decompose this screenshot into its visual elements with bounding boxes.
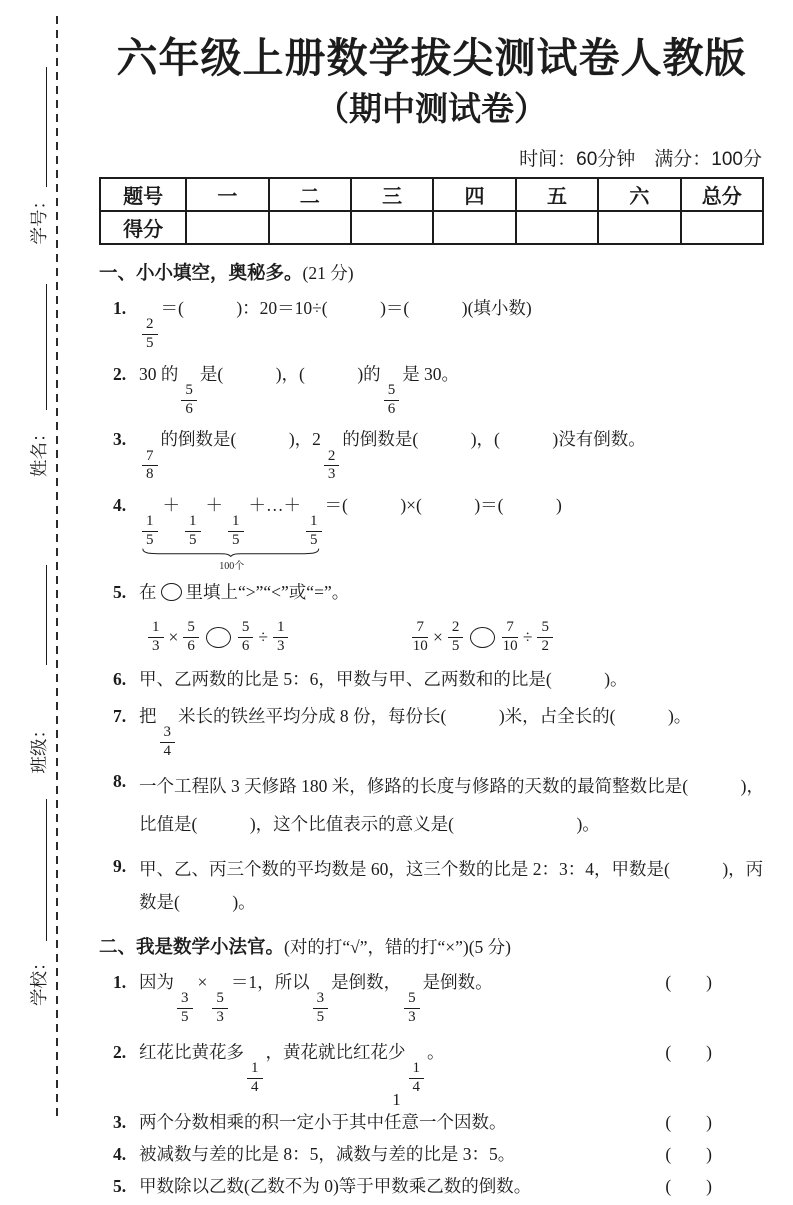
question-number: 2.	[113, 363, 127, 384]
fraction-denominator: 5	[310, 532, 318, 549]
fraction-denominator: 10	[412, 637, 428, 654]
fraction	[228, 514, 244, 549]
question-text: 被减数与差的比是 8：5，减数与差的比是 3：5。	[139, 1143, 516, 1164]
underbrace	[141, 548, 321, 557]
fraction	[212, 991, 228, 1026]
question-text: 甲数除以乙数(乙数不为 0)等于甲数乘乙数的倒数。	[139, 1175, 532, 1196]
score-table	[99, 177, 764, 245]
paper-body	[99, 26, 764, 1205]
fraction-numerator: 5	[238, 620, 254, 638]
answer-parentheses: ( )	[665, 1143, 712, 1164]
time-score-info: 时间：60分钟 满分：100分	[519, 148, 762, 170]
question-segment: 30 的	[139, 363, 179, 384]
underbrace-count-label: 100个	[219, 560, 245, 572]
question-s1-4	[99, 492, 764, 572]
plus-operator: ＋	[162, 495, 180, 516]
question-number: 4.	[113, 495, 127, 516]
question-number: 1.	[113, 972, 127, 993]
fraction	[384, 383, 400, 418]
fraction-denominator: 3	[152, 637, 160, 654]
question-s2-4	[99, 1141, 764, 1168]
compare-expression-left	[145, 620, 291, 655]
fraction-denominator: 6	[185, 400, 193, 417]
fraction-numerator: 1	[228, 514, 244, 532]
fraction-numerator: 7	[142, 449, 158, 467]
question-text	[139, 426, 764, 483]
score-empty-cell	[433, 211, 515, 244]
question-number: 5.	[113, 1175, 127, 1196]
fraction	[412, 620, 428, 655]
fraction-denominator: 4	[163, 742, 171, 759]
question-segment: 把	[139, 705, 157, 726]
question-text: 甲、乙、丙三个数的平均数是 60，这三个数的比是 2：3：4，甲数是( )，丙数是( )。	[139, 858, 764, 912]
question-text	[139, 703, 764, 760]
compare-circle-blank	[470, 627, 495, 648]
multiply-operator: ×	[197, 972, 208, 993]
fraction-numerator: 3	[177, 991, 193, 1009]
question-s1-1	[99, 295, 764, 352]
score-table-cell-total: 总分	[681, 178, 763, 211]
fraction-sum-with-underbrace	[139, 492, 325, 572]
section1-heading	[99, 259, 764, 285]
score-empty-cell	[186, 211, 268, 244]
question-segment: 的倒数是( )，2	[160, 429, 321, 450]
score-table-cell-2: 二	[269, 178, 351, 211]
fraction-numerator: 1	[142, 514, 158, 532]
question-segment: 红花比黄花多	[139, 1041, 244, 1062]
question-segment: 在	[139, 581, 157, 602]
fraction-denominator: 4	[251, 1078, 259, 1095]
fraction-numerator: 2	[142, 317, 158, 335]
question-text	[139, 361, 764, 418]
fraction-numerator: 5	[537, 620, 553, 638]
fraction-numerator: 1	[185, 514, 201, 532]
question-text	[139, 969, 655, 1026]
answer-parentheses: ( )	[665, 1175, 712, 1196]
fraction-denominator: 3	[327, 466, 336, 483]
score-empty-cell	[598, 211, 680, 244]
score-table-cell-3: 三	[351, 178, 433, 211]
question-s1-2	[99, 361, 764, 418]
fraction-denominator: 3	[408, 1009, 416, 1026]
fraction	[313, 991, 329, 1026]
question-number: 4.	[113, 1143, 127, 1164]
plus-operator: ＋	[205, 495, 223, 516]
fraction-numerator: 1	[306, 514, 322, 532]
question-number: 3.	[113, 429, 127, 450]
school-blank-line	[31, 800, 47, 942]
score-empty-cell	[351, 211, 433, 244]
fraction-numerator: 3	[313, 991, 329, 1009]
score-table-cell-6: 六	[598, 178, 680, 211]
class-label: 班级：	[29, 721, 49, 774]
question-number: 2.	[113, 1041, 127, 1062]
question-text: 两个分数相乘的积一定小于其中任意一个因数。	[139, 1111, 507, 1132]
question-segment: 因为	[139, 972, 174, 993]
fraction	[306, 514, 322, 549]
question-text: 一个工程队 3 天修路 180 米，修路的长度与修路的天数的最简整数比是( )，比值是( )，这个比值表示的意义是( )。	[139, 776, 764, 834]
question-s1-6	[99, 666, 764, 693]
divide-operator: ÷	[522, 626, 533, 647]
multiply-operator: ×	[168, 626, 179, 647]
question-s1-5-expressions	[99, 620, 764, 655]
question-s2-1	[99, 969, 764, 1026]
fraction	[142, 449, 158, 484]
fraction-numerator: 1	[409, 1061, 425, 1079]
fraction-denominator: 5	[146, 334, 154, 351]
name-label: 姓名：	[29, 424, 49, 477]
fraction-denominator: 5	[146, 532, 154, 549]
score-empty-cell	[269, 211, 351, 244]
section1-heading-main: 一、小小填空，奥秘多。	[99, 261, 303, 283]
fraction	[142, 317, 158, 352]
score-table-score-row	[100, 211, 763, 244]
fraction-denominator: 10	[502, 637, 518, 654]
question-text	[139, 492, 764, 572]
fraction-numerator: 1	[148, 620, 164, 638]
question-text	[139, 579, 764, 606]
question-segment: ＝1，所以	[230, 972, 310, 993]
compare-expression-right	[409, 620, 555, 655]
question-text	[139, 295, 764, 352]
score-table-cell-4: 四	[433, 178, 515, 211]
paper-title: 六年级上册数学拔尖测试卷人教版	[116, 35, 747, 81]
cut-dashed-line	[56, 16, 58, 1116]
page-number: 1	[392, 1090, 401, 1109]
fraction-denominator: 6	[187, 637, 195, 654]
score-table-cell-5: 五	[516, 178, 598, 211]
question-s2-2	[99, 1039, 764, 1096]
score-empty-cell	[681, 211, 763, 244]
fraction-denominator: 4	[412, 1078, 420, 1095]
section1-heading-points: (21 分)	[302, 262, 354, 283]
question-number: 6.	[113, 669, 127, 690]
student-id-label: 学号：	[29, 192, 49, 245]
score-table-header-row	[100, 178, 763, 211]
question-text	[139, 1039, 655, 1096]
question-number: 3.	[113, 1111, 127, 1132]
question-s2-3	[99, 1109, 764, 1136]
question-segment: 是 30。	[402, 363, 460, 384]
fraction-numerator: 1	[247, 1061, 263, 1079]
question-s1-8	[99, 768, 764, 843]
fraction	[181, 383, 197, 418]
answer-parentheses: ( )	[665, 972, 712, 993]
paper-subtitle: （期中测试卷）	[316, 90, 547, 128]
fraction-numerator: 5	[181, 383, 197, 401]
question-text: 甲、乙两数的比是 5：6，甲数与甲、乙两数和的比是( )。	[139, 669, 628, 690]
fraction	[183, 620, 199, 655]
compare-circle-blank	[206, 627, 231, 648]
fraction-numerator: 3	[160, 725, 176, 743]
question-segment: 是倒数。	[422, 972, 493, 993]
fraction	[448, 620, 464, 655]
answer-parentheses: ( )	[665, 1111, 712, 1132]
fraction-numerator: 1	[273, 620, 289, 638]
class-blank-line	[31, 565, 47, 665]
question-s2-5	[99, 1173, 764, 1200]
question-s1-3	[99, 426, 764, 483]
fraction	[324, 449, 340, 484]
score-table-cell-tihao: 题号	[100, 178, 186, 211]
ellipsis-plus-operator: ＋…＋	[248, 495, 301, 516]
fraction-numerator: 2	[448, 620, 464, 638]
fraction-numerator: 5	[183, 620, 199, 638]
fraction-numerator: 7	[412, 620, 428, 638]
school-label: 学校：	[29, 953, 49, 1006]
name-blank-line	[31, 285, 47, 411]
section2-heading-rule: (对的打“√”，错的打“×”)(5 分)	[284, 937, 511, 958]
question-number: 5.	[113, 581, 127, 602]
question-number: 7.	[113, 705, 127, 726]
compare-circle-blank	[161, 583, 182, 601]
fraction-denominator: 8	[146, 466, 154, 483]
fraction-denominator: 3	[276, 637, 285, 654]
fraction-numerator: 5	[212, 991, 228, 1009]
student-id-blank-line	[31, 67, 47, 187]
question-segment: 米长的铁丝平均分成 8 份，每份长( )米，占全长的( )。	[178, 705, 692, 726]
section2-heading	[99, 933, 764, 959]
score-label-cell: 得分	[100, 211, 186, 244]
fraction-denominator: 3	[216, 1009, 224, 1026]
question-s1-5	[99, 579, 764, 606]
fraction	[177, 991, 193, 1026]
fraction-denominator: 6	[387, 400, 396, 417]
multiply-operator: ×	[432, 626, 443, 647]
section2-heading-main: 二、我是数学小法官。	[99, 936, 285, 958]
fraction-numerator: 5	[404, 991, 420, 1009]
fraction	[185, 514, 201, 549]
question-s1-7	[99, 703, 764, 760]
answer-parentheses: ( )	[665, 1041, 712, 1062]
fraction-denominator: 5	[181, 1009, 189, 1026]
fraction-numerator: 5	[384, 383, 400, 401]
fraction	[238, 620, 254, 655]
fraction	[502, 620, 518, 655]
fraction	[142, 514, 158, 549]
question-segment: 的倒数是( )，( )没有倒数。	[342, 429, 646, 450]
fraction	[404, 991, 420, 1026]
question-segment: ＝( )×( )＝( )	[324, 495, 562, 516]
fraction	[273, 620, 289, 655]
question-s1-9	[99, 853, 764, 920]
question-number: 1.	[113, 297, 127, 318]
score-empty-cell	[516, 211, 598, 244]
question-segment: 是( )，( )的	[199, 363, 381, 384]
fraction	[148, 620, 164, 655]
fraction-denominator: 5	[451, 637, 460, 654]
question-segment: ＝( )：20＝10÷( )＝( )(填小数)	[160, 297, 532, 318]
fraction-numerator: 7	[502, 620, 518, 638]
fraction-denominator: 2	[541, 637, 549, 654]
fraction-denominator: 5	[316, 1009, 325, 1026]
fraction	[537, 620, 553, 655]
fraction-numerator: 2	[324, 449, 340, 467]
fraction-denominator: 5	[189, 532, 197, 549]
score-table-cell-1: 一	[186, 178, 268, 211]
question-segment: 。	[427, 1041, 445, 1062]
question-segment: 里填上“>”“<”或“=”。	[185, 581, 350, 602]
question-segment: 是倒数，	[331, 972, 402, 993]
divide-operator: ÷	[258, 626, 268, 647]
question-segment: ，黄花就比红花少	[265, 1041, 406, 1062]
fraction	[160, 725, 176, 760]
fraction-denominator: 5	[232, 532, 240, 549]
fraction-denominator: 6	[241, 637, 250, 654]
question-number: 8.	[113, 771, 127, 792]
student-info-sidebar	[22, 42, 56, 1012]
question-number: 9.	[113, 855, 127, 876]
